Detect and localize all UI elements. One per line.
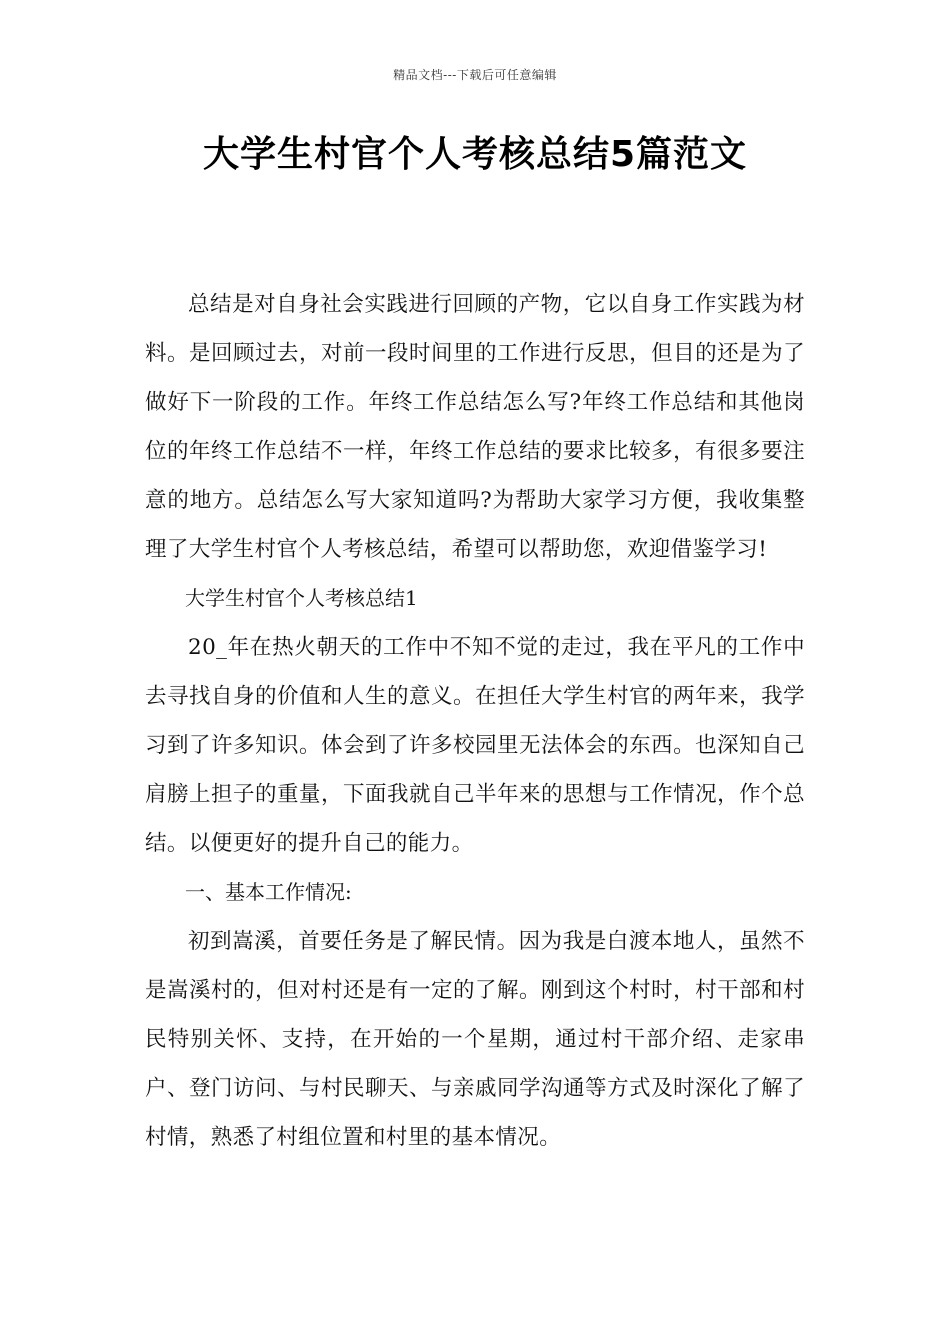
- body-paragraph: 初到嵩溪，首要任务是了解民情。因为我是白渡本地人，虽然不是嵩溪村的，但对村还是有一定的了解。刚到这个村时，村干部和村民特别关怀、支持，在开始的一个星期，通过村干部介绍、走家串户、登门访问、与村民聊天、与亲戚同学沟通等方式及时深化了解了村情，熟悉了村组位置和村里的基本情况。: [145, 929, 805, 1150]
- document-title: 大学生村官个人考核总结5篇范文: [202, 134, 748, 175]
- document-body: [145, 280, 805, 1162]
- section-title: 大学生村官个人考核总结1: [185, 586, 418, 610]
- subheading-basic-work: 一、基本工作情况:: [185, 880, 352, 904]
- intro-paragraph: 总结是对自身社会实践进行回顾的产物，它以自身工作实践为材料。是回顾过去，对前一段时间里的工作进行反思，但目的还是为了做好下一阶段的工作。年终工作总结怎么写?年终工作总结和其他岗位的年终工作总结不一样，年终工作总结的要求比较多，有很多要注意的地方。总结怎么写大家知道吗?为帮助大家学习方便，我收集整理了大学生村官个人考核总结，希望可以帮助您，欢迎借鉴学习!: [145, 292, 805, 562]
- section-paragraph: 20_年在热火朝天的工作中不知不觉的走过，我在平凡的工作中去寻找自身的价值和人生的意义。在担任大学生村官的两年来，我学习到了许多知识。体会到了许多校园里无法体会的东西。也深知自己肩膀上担子的重量，下面我就自己半年来的思想与工作情况，作个总结。以便更好的提升自己的能力。: [145, 635, 805, 856]
- header-watermark: 精品文档---下载后可任意编辑: [393, 68, 557, 82]
